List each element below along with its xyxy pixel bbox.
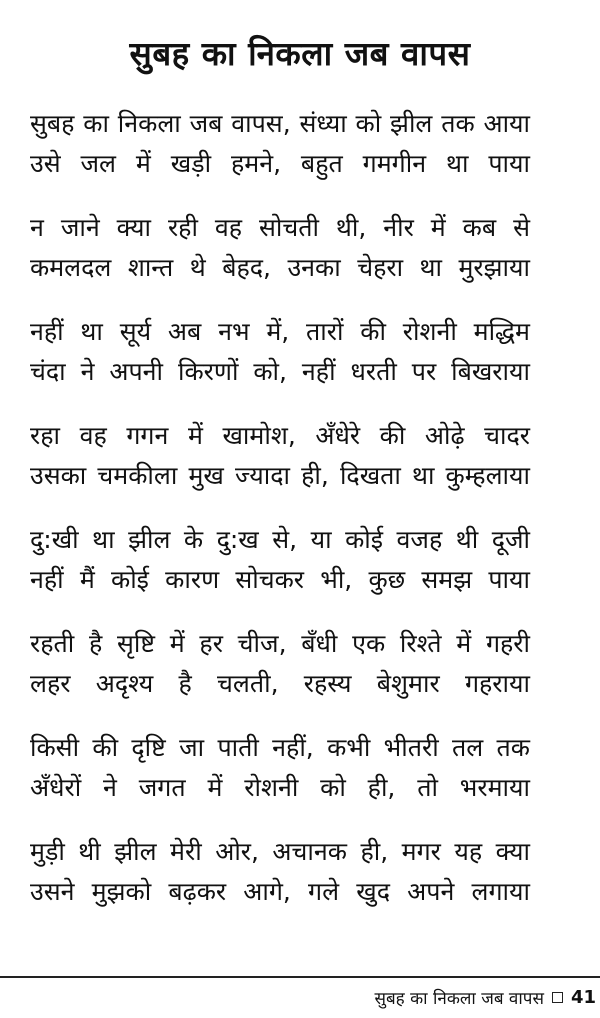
poem-line: नहीं मैं कोई कारण सोचकर भी, कुछ समझ पाया (30, 565, 530, 594)
poem-line: उसका चमकीला मुख ज्यादा ही, दिखता था कुम्हलाया (30, 461, 530, 490)
poem-line: उसे जल में खड़ी हमने, बहुत गमगीन था पाया (30, 149, 530, 178)
stanza-3 (30, 312, 530, 392)
stanza-1 (30, 104, 530, 184)
poem-line: रहती है सृष्टि में हर चीज, बँधी एक रिश्ते में गहरी (30, 629, 530, 658)
poem-line: चंदा ने अपनी किरणों को, नहीं धरती पर बिखराया (30, 357, 530, 386)
stanza-7 (30, 728, 530, 808)
stanza-6 (30, 624, 530, 704)
poem-line: न जाने क्या रही वह सोचती थी, नीर में कब से (30, 213, 530, 242)
poem-line: कमलदल शान्त थे बेहद, उनका चेहरा था मुरझाया (30, 253, 530, 282)
footer-running-title: सुबह का निकला जब वापस (374, 988, 544, 1009)
poem-line: उसने मुझको बढ़कर आगे, गले खुद अपने लगाया (30, 877, 530, 906)
poem-line: नहीं था सूर्य अब नभ में, तारों की रोशनी मद्धिम (30, 317, 530, 346)
page-footer (374, 984, 596, 1010)
poem-line: अँधेरों ने जगत में रोशनी को ही, तो भरमाया (30, 773, 530, 802)
page-title: सुबह का निकला जब वापस (129, 34, 471, 73)
square-bullet-icon (552, 992, 563, 1003)
poem-line: रहा वह गगन में खामोश, अँधेरे की ओढ़े चादर (30, 421, 530, 450)
poem-line: किसी की दृष्टि जा पाती नहीं, कभी भीतरी तल तक (30, 733, 530, 762)
poem-line: लहर अदृश्य है चलती, रहस्य बेशुमार गहराया (30, 669, 530, 698)
stanza-4 (30, 416, 530, 496)
poem-line: मुड़ी थी झील मेरी ओर, अचानक ही, मगर यह क्या (30, 837, 530, 866)
poem-body (30, 104, 530, 936)
stanza-5 (30, 520, 530, 600)
page-number: 41 (570, 986, 596, 1008)
footer-divider (0, 976, 600, 978)
stanza-8 (30, 832, 530, 912)
stanza-2 (30, 208, 530, 288)
poem-line: सुबह का निकला जब वापस, संध्या को झील तक आया (30, 109, 530, 138)
poem-line: दु:खी था झील के दु:ख से, या कोई वजह थी दूजी (30, 525, 530, 554)
